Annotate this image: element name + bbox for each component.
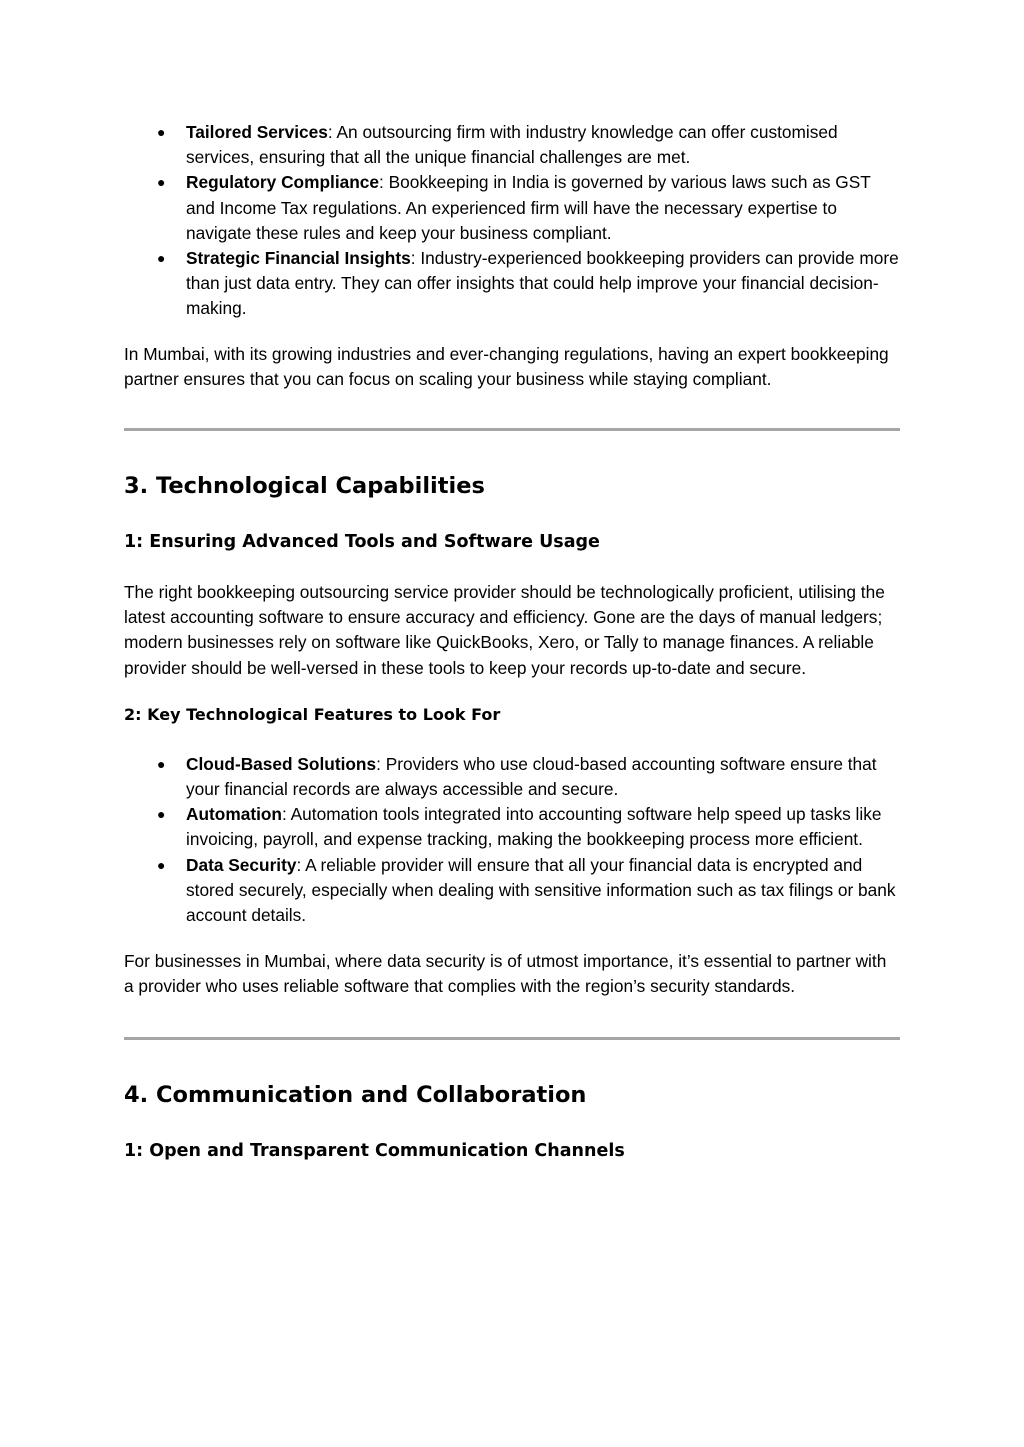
list-item-term: Tailored Services xyxy=(186,122,328,142)
list-item-term: Data Security xyxy=(186,854,297,875)
mumbai-paragraph: In Mumbai, with its growing industries and ever-changing regulations, having an expert bookkeeping partner ensures that you can focus on scaling your business while staying compliant. xyxy=(124,343,889,389)
list-item-text: : Automation tools integrated into accounting software help speed up tasks like invoicing, payroll, and expense tracking, making the bookkeeping process more efficient. xyxy=(186,804,882,850)
tools-paragraph: The right bookkeeping outsourcing service provider should be technologically proficient, utilising the latest accounting software to ensure accuracy and efficiency. Gone are the days of manual ledgers; modern businesses rely on software like QuickBooks, Xero, or Tally to manage finances. A reliable provider should be well-versed in these tools to keep your records up-to-date and secure. xyxy=(124,582,885,678)
bullet-icon: ● xyxy=(157,856,166,873)
section-divider xyxy=(124,1037,900,1040)
section-3-heading: 3. Technological Capabilities xyxy=(124,473,485,500)
list-item xyxy=(124,853,900,929)
list-item-text: : Bookkeeping in India is governed by various laws such as GST and Income Tax regulations. An experienced firm will have the necessary expertise to navigate these rules and keep your business compliant. xyxy=(186,172,871,243)
list-item xyxy=(124,802,900,852)
bullet-icon: ● xyxy=(157,124,166,140)
bullet-icon: ● xyxy=(157,755,166,772)
list-item-text: : Industry-experienced bookkeeping providers can provide more than just data entry. They can offer insights that could help improve your financial decision-making. xyxy=(186,248,899,319)
list-item xyxy=(124,120,900,170)
list-item-term: Cloud-Based Solutions xyxy=(186,753,377,774)
section-4-subheading-1: 1: Open and Transparent Communication Channels xyxy=(124,1140,625,1161)
bullet-icon: ● xyxy=(157,806,166,823)
document-page xyxy=(124,120,900,1163)
list-item-term: Strategic Financial Insights xyxy=(186,248,411,269)
list-item-text: : A reliable provider will ensure that all your financial data is encrypted and stored securely, especially when dealing with sensitive information such as tax filings or bank account details. xyxy=(186,854,896,926)
section-divider xyxy=(124,428,900,431)
bullet-icon: ● xyxy=(157,174,166,191)
list-item-term: Regulatory Compliance xyxy=(186,172,380,193)
security-paragraph: For businesses in Mumbai, where data security is of utmost importance, it’s essential to partner with a provider who uses reliable software that complies with the region’s security standards. xyxy=(124,951,887,997)
bullet-icon: ● xyxy=(157,250,166,267)
section-4-heading: 4. Communication and Collaboration xyxy=(124,1081,587,1108)
list-item xyxy=(124,752,900,802)
industry-benefits-list xyxy=(124,120,900,322)
tech-features-list xyxy=(124,752,900,928)
list-item-text: : An outsourcing firm with industry knowledge can offer customised services, ensuring that all the unique financial challenges are met. xyxy=(186,122,838,168)
list-item xyxy=(124,246,900,322)
list-item-term: Automation xyxy=(186,804,282,825)
section-3-subheading-1: 1: Ensuring Advanced Tools and Software Usage xyxy=(124,532,600,553)
list-item xyxy=(124,170,900,246)
list-item-text: : Providers who use cloud-based accounting software ensure that your financial records are always accessible and secure. xyxy=(186,753,877,800)
section-3-subheading-2: 2: Key Technological Features to Look For xyxy=(124,704,501,724)
